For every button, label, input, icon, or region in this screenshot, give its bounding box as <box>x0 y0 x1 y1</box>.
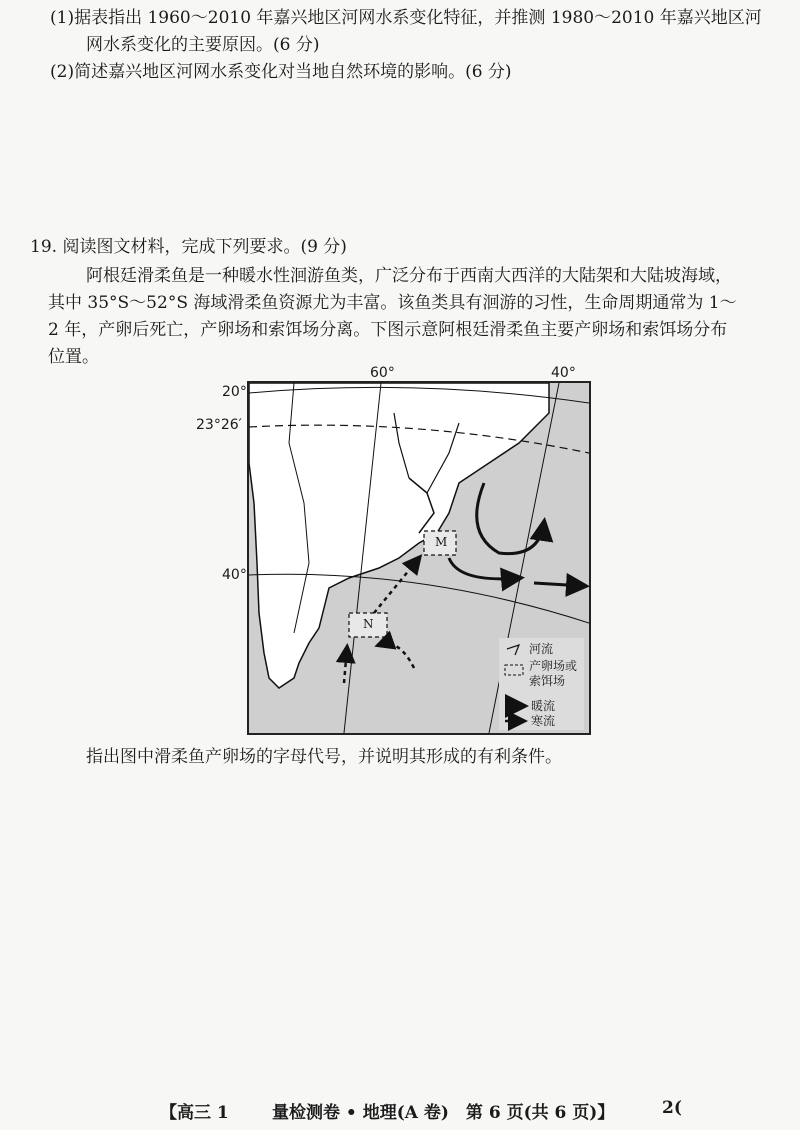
q19-para-line1: 阿根廷滑柔鱼是一种暖水性洄游鱼类，广泛分布于西南大西洋的大陆架和大陆坡海域， <box>86 266 732 286</box>
legend-ground-text-1: 产卵场或 <box>529 659 578 673</box>
q18-sub1-line1: (1)据表指出 1960～2010 年嘉兴地区河网水系变化特征，并推测 1980～2010 年嘉兴地区河 <box>50 8 762 28</box>
q19-para-line2: 其中 35°S～52°S 海域滑柔鱼资源尤为丰富。该鱼类具有洄游的习性，生命周期通常为 1～ <box>48 293 737 313</box>
q19-heading: 19. 阅读图文材料，完成下列要求。(9 分) <box>30 237 347 257</box>
lat-40-label: 40° <box>222 567 247 583</box>
footer-right: 2( <box>662 1098 682 1118</box>
warm-current-south <box>449 558 519 579</box>
footer-left: 【高三 1 <box>160 1103 229 1123</box>
cold-current-south <box>379 644 414 668</box>
legend-warm-text: 暖流 <box>531 699 556 713</box>
legend-river-text: 河流 <box>529 642 554 656</box>
lon-60-label: 60° <box>370 365 395 381</box>
fishing-ground-map <box>247 381 591 735</box>
label-n: N <box>363 617 374 631</box>
cold-current-coast <box>344 648 347 683</box>
q19-question: 指出图中滑柔鱼产卵场的字母代号，并说明其形成的有利条件。 <box>86 747 562 767</box>
q18-sub1-line2: 网水系变化的主要原因。(6 分) <box>86 35 320 55</box>
footer-mid: 量检测卷 • 地理(A 卷) 第 6 页(共 6 页)】 <box>272 1103 615 1123</box>
warm-current-gyre <box>477 483 544 554</box>
lon-40-label: 40° <box>551 365 576 381</box>
lat-tropic-label: 23°26′ <box>196 417 242 433</box>
q19-para-line3: 2 年，产卵后死亡，产卵场和索饵场分离。下图示意阿根廷滑柔鱼主要产卵场和索饵场分布 <box>48 320 728 340</box>
q18-sub2: (2)简述嘉兴地区河网水系变化对当地自然环境的影响。(6 分) <box>50 62 512 82</box>
legend-ground-text-2: 索饵场 <box>529 674 566 688</box>
label-m: M <box>435 535 448 549</box>
legend-cold-text: 寒流 <box>531 714 556 728</box>
q19-para-line4: 位置。 <box>48 347 99 367</box>
lat-20-label: 20° <box>222 384 247 400</box>
warm-current-east <box>534 583 584 586</box>
